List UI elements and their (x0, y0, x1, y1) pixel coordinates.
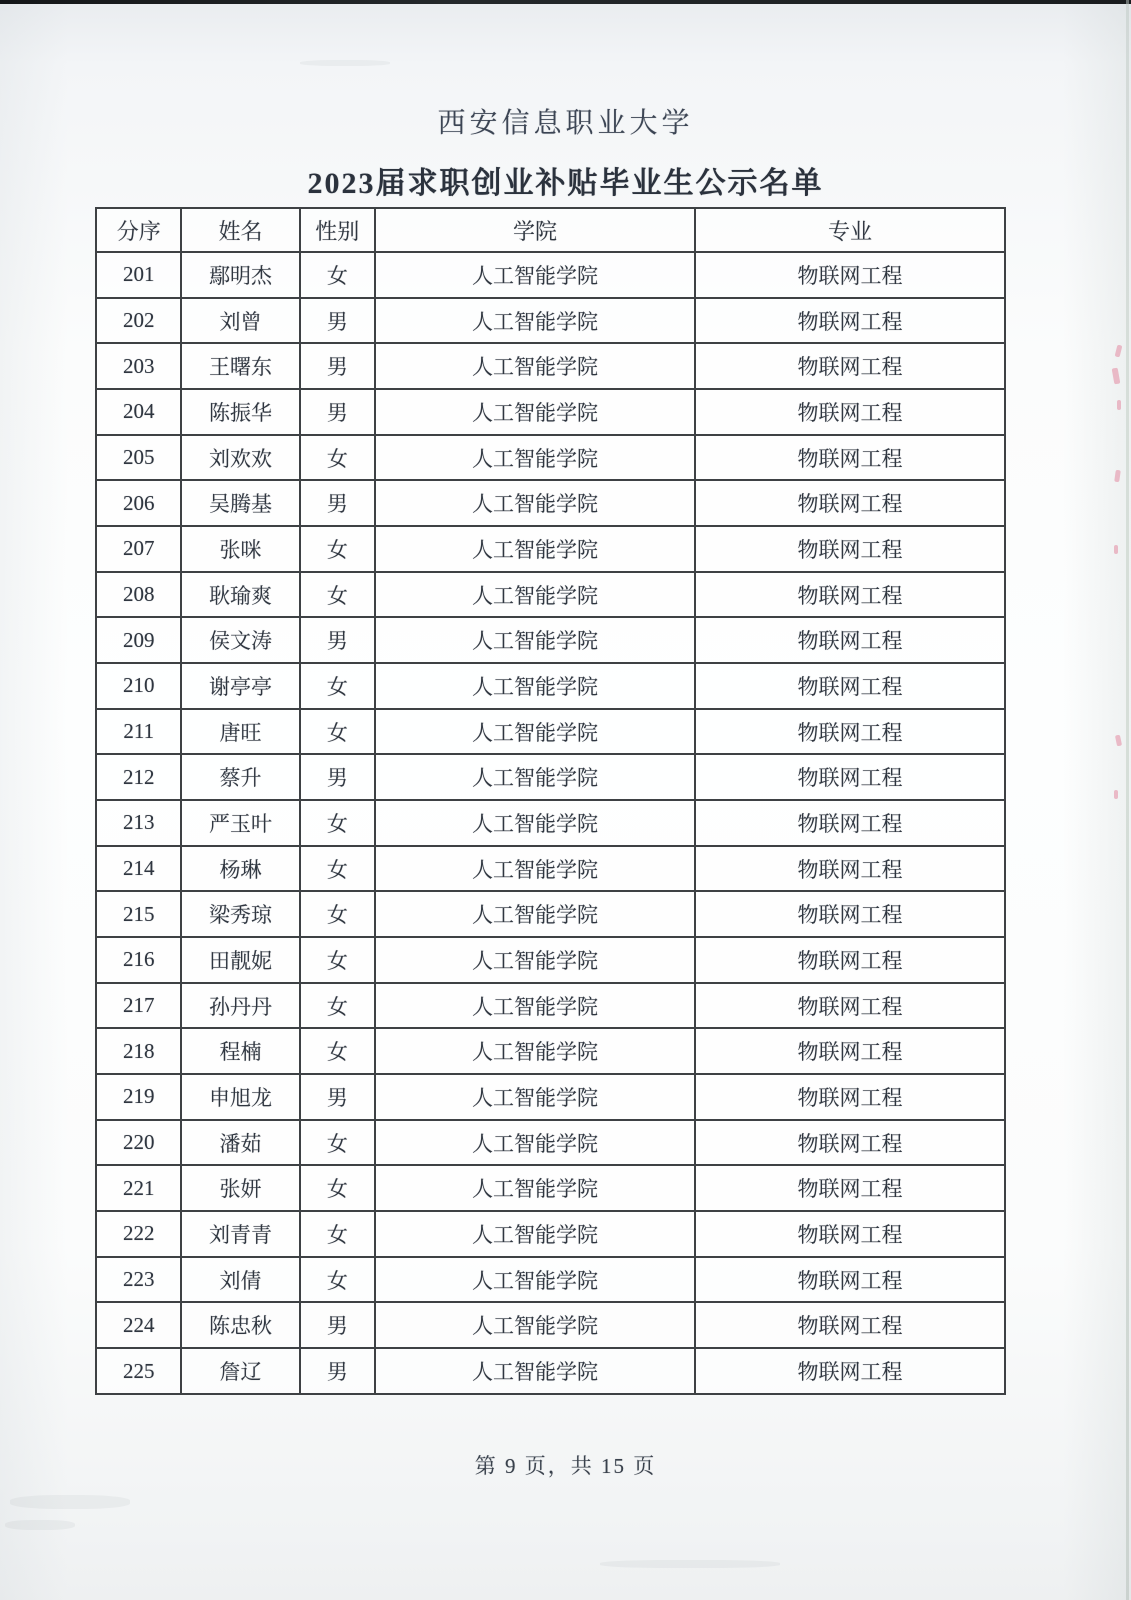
cell-college: 人工智能学院 (375, 937, 695, 983)
table-row (96, 252, 1005, 298)
table-row (96, 1302, 1005, 1348)
cell-index: 210 (96, 663, 181, 709)
cell-name: 申旭龙 (181, 1074, 299, 1120)
cell-college: 人工智能学院 (375, 1257, 695, 1303)
cell-name: 陈振华 (181, 389, 299, 435)
table-row (96, 891, 1005, 937)
cell-college: 人工智能学院 (375, 1165, 695, 1211)
cell-gender: 女 (300, 937, 375, 983)
scan-smudge (10, 1495, 130, 1509)
scan-ink-mark (1115, 345, 1123, 358)
cell-name: 刘曾 (181, 298, 299, 344)
cell-major: 物联网工程 (695, 754, 1005, 800)
page-subtitle: 2023届求职创业补贴毕业生公示名单 (307, 167, 824, 200)
cell-name: 田靓妮 (181, 937, 299, 983)
cell-gender: 男 (300, 1074, 375, 1120)
cell-major: 物联网工程 (695, 1120, 1005, 1166)
cell-college: 人工智能学院 (375, 572, 695, 618)
cell-index: 218 (96, 1028, 181, 1074)
cell-gender: 女 (300, 709, 375, 755)
cell-major: 物联网工程 (695, 617, 1005, 663)
cell-college: 人工智能学院 (375, 800, 695, 846)
cell-name: 刘青青 (181, 1211, 299, 1257)
column-header-index: 分序 (96, 208, 181, 252)
column-header-name: 姓名 (181, 208, 299, 252)
cell-name: 杨琳 (181, 846, 299, 892)
cell-index: 208 (96, 572, 181, 618)
cell-college: 人工智能学院 (375, 617, 695, 663)
table-row (96, 937, 1005, 983)
cell-name: 陈忠秋 (181, 1302, 299, 1348)
cell-gender: 女 (300, 252, 375, 298)
column-header-major: 专业 (695, 208, 1005, 252)
cell-name: 潘茹 (181, 1120, 299, 1166)
scan-ink-mark (1117, 400, 1121, 410)
cell-gender: 女 (300, 572, 375, 618)
scan-ink-mark (1115, 735, 1122, 747)
table-row (96, 754, 1005, 800)
table-row (96, 1211, 1005, 1257)
cell-college: 人工智能学院 (375, 891, 695, 937)
cell-gender: 女 (300, 435, 375, 481)
cell-college: 人工智能学院 (375, 754, 695, 800)
cell-college: 人工智能学院 (375, 526, 695, 572)
cell-gender: 女 (300, 1120, 375, 1166)
cell-name: 严玉叶 (181, 800, 299, 846)
cell-index: 206 (96, 480, 181, 526)
cell-gender: 女 (300, 526, 375, 572)
cell-major: 物联网工程 (695, 435, 1005, 481)
cell-index: 213 (96, 800, 181, 846)
cell-name: 刘欢欢 (181, 435, 299, 481)
cell-major: 物联网工程 (695, 1211, 1005, 1257)
table-row (96, 1165, 1005, 1211)
cell-major: 物联网工程 (695, 572, 1005, 618)
cell-name: 程楠 (181, 1028, 299, 1074)
scan-ink-mark (1114, 470, 1121, 483)
cell-gender: 男 (300, 480, 375, 526)
column-header-gender: 性别 (300, 208, 375, 252)
cell-major: 物联网工程 (695, 252, 1005, 298)
cell-index: 214 (96, 846, 181, 892)
table-row (96, 1120, 1005, 1166)
cell-gender: 女 (300, 1257, 375, 1303)
cell-college: 人工智能学院 (375, 846, 695, 892)
cell-index: 207 (96, 526, 181, 572)
cell-name: 张咪 (181, 526, 299, 572)
cell-gender: 女 (300, 1028, 375, 1074)
cell-major: 物联网工程 (695, 389, 1005, 435)
cell-major: 物联网工程 (695, 343, 1005, 389)
cell-name: 詹辽 (181, 1348, 299, 1394)
cell-name: 孙丹丹 (181, 983, 299, 1029)
cell-college: 人工智能学院 (375, 663, 695, 709)
scan-ink-mark (1114, 545, 1118, 554)
table-row (96, 1074, 1005, 1120)
table-header-row (96, 208, 1005, 252)
cell-name: 梁秀琼 (181, 891, 299, 937)
cell-major: 物联网工程 (695, 709, 1005, 755)
table-row (96, 663, 1005, 709)
cell-college: 人工智能学院 (375, 1028, 695, 1074)
cell-major: 物联网工程 (695, 983, 1005, 1029)
cell-index: 219 (96, 1074, 181, 1120)
cell-college: 人工智能学院 (375, 709, 695, 755)
cell-index: 201 (96, 252, 181, 298)
cell-major: 物联网工程 (695, 1257, 1005, 1303)
cell-name: 耿瑜爽 (181, 572, 299, 618)
cell-index: 222 (96, 1211, 181, 1257)
cell-gender: 男 (300, 617, 375, 663)
cell-index: 220 (96, 1120, 181, 1166)
table-row (96, 846, 1005, 892)
table-row (96, 1028, 1005, 1074)
cell-major: 物联网工程 (695, 1348, 1005, 1394)
cell-college: 人工智能学院 (375, 1120, 695, 1166)
cell-major: 物联网工程 (695, 891, 1005, 937)
page-title: 西安信息职业大学 (437, 108, 694, 139)
table-row (96, 572, 1005, 618)
cell-index: 224 (96, 1302, 181, 1348)
cell-gender: 女 (300, 983, 375, 1029)
cell-college: 人工智能学院 (375, 480, 695, 526)
cell-college: 人工智能学院 (375, 435, 695, 481)
cell-major: 物联网工程 (695, 846, 1005, 892)
cell-major: 物联网工程 (695, 526, 1005, 572)
cell-major: 物联网工程 (695, 937, 1005, 983)
cell-college: 人工智能学院 (375, 1348, 695, 1394)
cell-college: 人工智能学院 (375, 983, 695, 1029)
cell-gender: 女 (300, 1211, 375, 1257)
scan-smudge (300, 60, 390, 66)
scan-edge-artifact (1126, 0, 1129, 1600)
cell-index: 215 (96, 891, 181, 937)
cell-major: 物联网工程 (695, 1302, 1005, 1348)
cell-college: 人工智能学院 (375, 1074, 695, 1120)
column-header-college: 学院 (375, 208, 695, 252)
cell-gender: 男 (300, 1348, 375, 1394)
cell-gender: 男 (300, 754, 375, 800)
cell-college: 人工智能学院 (375, 1302, 695, 1348)
cell-name: 刘倩 (181, 1257, 299, 1303)
cell-college: 人工智能学院 (375, 252, 695, 298)
cell-name: 唐旺 (181, 709, 299, 755)
table-row (96, 526, 1005, 572)
table-row (96, 435, 1005, 481)
cell-name: 蔡升 (181, 754, 299, 800)
cell-index: 204 (96, 389, 181, 435)
cell-major: 物联网工程 (695, 800, 1005, 846)
cell-gender: 女 (300, 800, 375, 846)
scan-smudge (600, 1560, 780, 1568)
cell-name: 张妍 (181, 1165, 299, 1211)
scan-smudge (5, 1520, 75, 1530)
cell-index: 203 (96, 343, 181, 389)
cell-major: 物联网工程 (695, 1074, 1005, 1120)
cell-gender: 女 (300, 1165, 375, 1211)
cell-index: 212 (96, 754, 181, 800)
cell-name: 王曙东 (181, 343, 299, 389)
cell-gender: 男 (300, 389, 375, 435)
cell-index: 225 (96, 1348, 181, 1394)
scan-ink-mark (1112, 368, 1121, 385)
table-row (96, 298, 1005, 344)
cell-name: 侯文涛 (181, 617, 299, 663)
scan-edge-artifact (0, 0, 1131, 4)
cell-college: 人工智能学院 (375, 298, 695, 344)
cell-index: 209 (96, 617, 181, 663)
table-row (96, 343, 1005, 389)
page-number: 第 9 页，共 15 页 (474, 1454, 657, 1478)
cell-gender: 男 (300, 298, 375, 344)
table-row (96, 480, 1005, 526)
cell-gender: 男 (300, 343, 375, 389)
table-row (96, 709, 1005, 755)
cell-index: 202 (96, 298, 181, 344)
cell-gender: 女 (300, 846, 375, 892)
table-row (96, 389, 1005, 435)
cell-index: 217 (96, 983, 181, 1029)
cell-college: 人工智能学院 (375, 343, 695, 389)
cell-gender: 女 (300, 891, 375, 937)
cell-index: 211 (96, 709, 181, 755)
cell-major: 物联网工程 (695, 663, 1005, 709)
cell-index: 221 (96, 1165, 181, 1211)
cell-major: 物联网工程 (695, 298, 1005, 344)
table-row (96, 983, 1005, 1029)
table-row (96, 617, 1005, 663)
cell-college: 人工智能学院 (375, 389, 695, 435)
cell-major: 物联网工程 (695, 480, 1005, 526)
roster-table-container (95, 207, 1006, 1395)
cell-name: 吴腾基 (181, 480, 299, 526)
cell-major: 物联网工程 (695, 1028, 1005, 1074)
table-row (96, 800, 1005, 846)
table-row (96, 1257, 1005, 1303)
table-row (96, 1348, 1005, 1394)
cell-index: 223 (96, 1257, 181, 1303)
cell-gender: 女 (300, 663, 375, 709)
scan-ink-mark (1114, 790, 1118, 799)
cell-gender: 男 (300, 1302, 375, 1348)
roster-table (95, 207, 1006, 1395)
cell-index: 216 (96, 937, 181, 983)
cell-college: 人工智能学院 (375, 1211, 695, 1257)
cell-index: 205 (96, 435, 181, 481)
cell-name: 鄢明杰 (181, 252, 299, 298)
cell-major: 物联网工程 (695, 1165, 1005, 1211)
cell-name: 谢亭亭 (181, 663, 299, 709)
